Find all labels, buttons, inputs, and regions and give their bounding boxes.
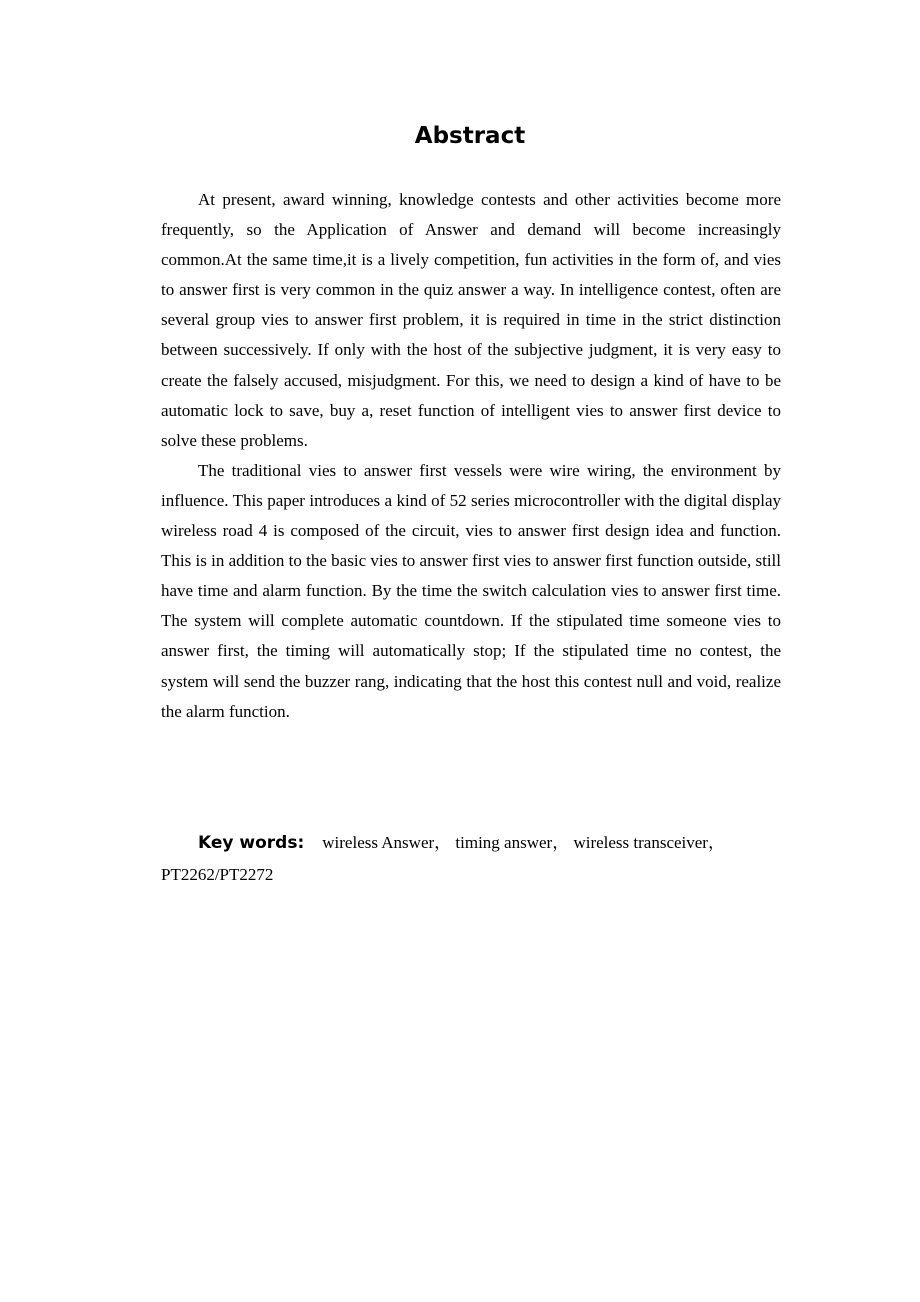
- abstract-paragraph-2: The traditional vies to answer first vessels were wire wiring, the environment by influence. This paper introduces a kind of 52 series microcontroller with the digital display wireless road 4 is composed of the circuit, vies to answer first design idea and function. This is in addition to the basic vies to answer first vies to answer first function outside, still have time and alarm function. By the time the switch calculation vies to answer first time. The system will complete automatic countdown. If the stipulated time someone vies to answer first, the timing will automatically stop; If the stipulated time no contest, the system will send the buzzer rang, indicating that the host this contest null and void, realize the alarm function.: [161, 460, 781, 721]
- abstract-title: Abstract: [414, 123, 526, 149]
- abstract-paragraph-1: At present, award winning, knowledge contests and other activities become more frequently, so the Application of Answer and demand will become increasingly common.At the same time,it is a lively competition, fun activities in the form of, and vies to answer first is very common in the quiz answer a way. In intelligence contest, often are several group vies to answer first problem, it is required in time in the strict distinction between successively. If only with the host of the subjective judgment, it is very easy to create the falsely accused, misjudgment. For this, we need to design a kind of have to be automatic lock to save, buy a, reset function of intelligent vies to answer first device to solve these problems.: [161, 190, 781, 450]
- keywords-value: wireless Answer， timing answer， wireless transceiver， PT2262/PT2272: [161, 833, 725, 884]
- abstract-body: [161, 185, 781, 727]
- keywords-line: [161, 827, 781, 891]
- keywords-label: Key words:: [198, 833, 305, 853]
